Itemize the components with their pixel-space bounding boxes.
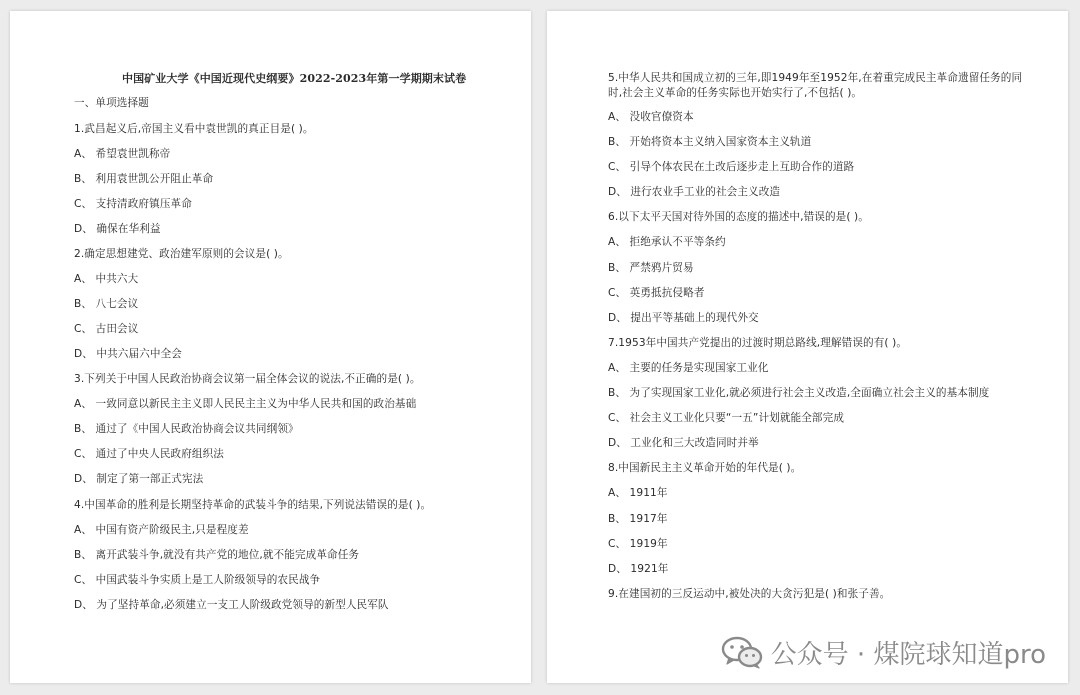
- exam-page-right: [547, 11, 1068, 683]
- option-1d: D、 确保在华利益: [74, 223, 161, 235]
- option-6d: D、 提出平等基础上的现代外交: [608, 312, 759, 324]
- option-6b: B、 严禁鸦片贸易: [608, 262, 694, 274]
- option-7b: B、 为了实现国家工业化,就必须进行社会主义改造,全面确立社会主义的基本制度: [608, 387, 990, 399]
- watermark-text: 公众号 · 煤院球知道pro: [770, 639, 1046, 670]
- option-1c: C、 支持清政府镇压革命: [74, 198, 192, 210]
- option-7c: C、 社会主义工业化只要“一五”计划就能全部完成: [608, 412, 845, 424]
- option-4a: A、 中国有资产阶级民主,只是程度差: [74, 524, 249, 536]
- option-6a: A、 拒绝承认不平等条约: [608, 236, 726, 248]
- option-1b: B、 利用袁世凯公开阻止革命: [74, 173, 214, 185]
- option-8c: C、 1919年: [608, 538, 668, 550]
- question-4: 4.中国革命的胜利是长期坚持革命的武装斗争的结果,下列说法错误的是( )。: [74, 499, 432, 511]
- option-4c: C、 中国武装斗争实质上是工人阶级领导的农民战争: [74, 574, 321, 586]
- question-5-line-1: 5.中华人民共和国成立初的三年,即1949年至1952年,在着重完成民主革命遗留任务的同: [608, 72, 1023, 84]
- question-9: 9.在建国初的三反运动中,被处决的大贪污犯是( )和张子善。: [608, 588, 891, 600]
- question-3: 3.下列关于中国人民政治协商会议第一届全体会议的说法,不正确的是( )。: [74, 373, 421, 385]
- option-3c: C、 通过了中央人民政府组织法: [74, 448, 224, 460]
- option-3a: A、 一致同意以新民主主义即人民民主主义为中华人民共和国的政治基础: [74, 398, 417, 410]
- option-2b: B、 八七会议: [74, 298, 139, 310]
- option-4b: B、 离开武装斗争,就没有共产党的地位,就不能完成革命任务: [74, 549, 360, 561]
- exam-title: 中国矿业大学《中国近现代史纲要》2022-2023年第一学期期末试卷: [122, 72, 467, 85]
- question-1: 1.武昌起义后,帝国主义看中袁世凯的真正目是( )。: [74, 123, 314, 135]
- option-2d: D、 中共六届六中全会: [74, 348, 182, 360]
- option-8d: D、 1921年: [608, 563, 669, 575]
- option-2c: C、 古田会议: [74, 323, 139, 335]
- option-2a: A、 中共六大: [74, 273, 139, 285]
- option-5b: B、 开始将资本主义纳入国家资本主义轨道: [608, 136, 812, 148]
- option-6c: C、 英勇抵抗侵略者: [608, 287, 705, 299]
- option-8b: B、 1917年: [608, 513, 668, 525]
- exam-page-left: [10, 11, 531, 683]
- watermark: [721, 635, 1046, 669]
- option-5d: D、 进行农业手工业的社会主义改造: [608, 186, 781, 198]
- question-8: 8.中国新民主主义革命开始的年代是( )。: [608, 462, 802, 474]
- option-5c: C、 引导个体农民在土改后逐步走上互助合作的道路: [608, 161, 855, 173]
- wechat-icon: [721, 635, 763, 669]
- option-7a: A、 主要的任务是实现国家工业化: [608, 362, 769, 374]
- question-2: 2.确定思想建党、政治建军原则的会议是( )。: [74, 248, 289, 260]
- option-1a: A、 希望袁世凯称帝: [74, 148, 171, 160]
- option-3b: B、 通过了《中国人民政治协商会议共同纲领》: [74, 423, 299, 435]
- option-4d: D、 为了坚持革命,必须建立一支工人阶级政党领导的新型人民军队: [74, 599, 389, 611]
- option-3d: D、 制定了第一部正式宪法: [74, 473, 204, 485]
- section-heading: 一、单项选择题: [74, 97, 149, 109]
- option-7d: D、 工业化和三大改造同时并举: [608, 437, 759, 449]
- option-8a: A、 1911年: [608, 487, 668, 499]
- question-6: 6.以下太平天国对待外国的态度的描述中,错误的是( )。: [608, 211, 869, 223]
- question-5-line-2: 时,社会主义革命的任务实际也开始实行了,不包括( )。: [608, 87, 863, 99]
- question-7: 7.1953年中国共产党提出的过渡时期总路线,理解错误的有( )。: [608, 337, 908, 349]
- option-5a: A、 没收官僚资本: [608, 111, 694, 123]
